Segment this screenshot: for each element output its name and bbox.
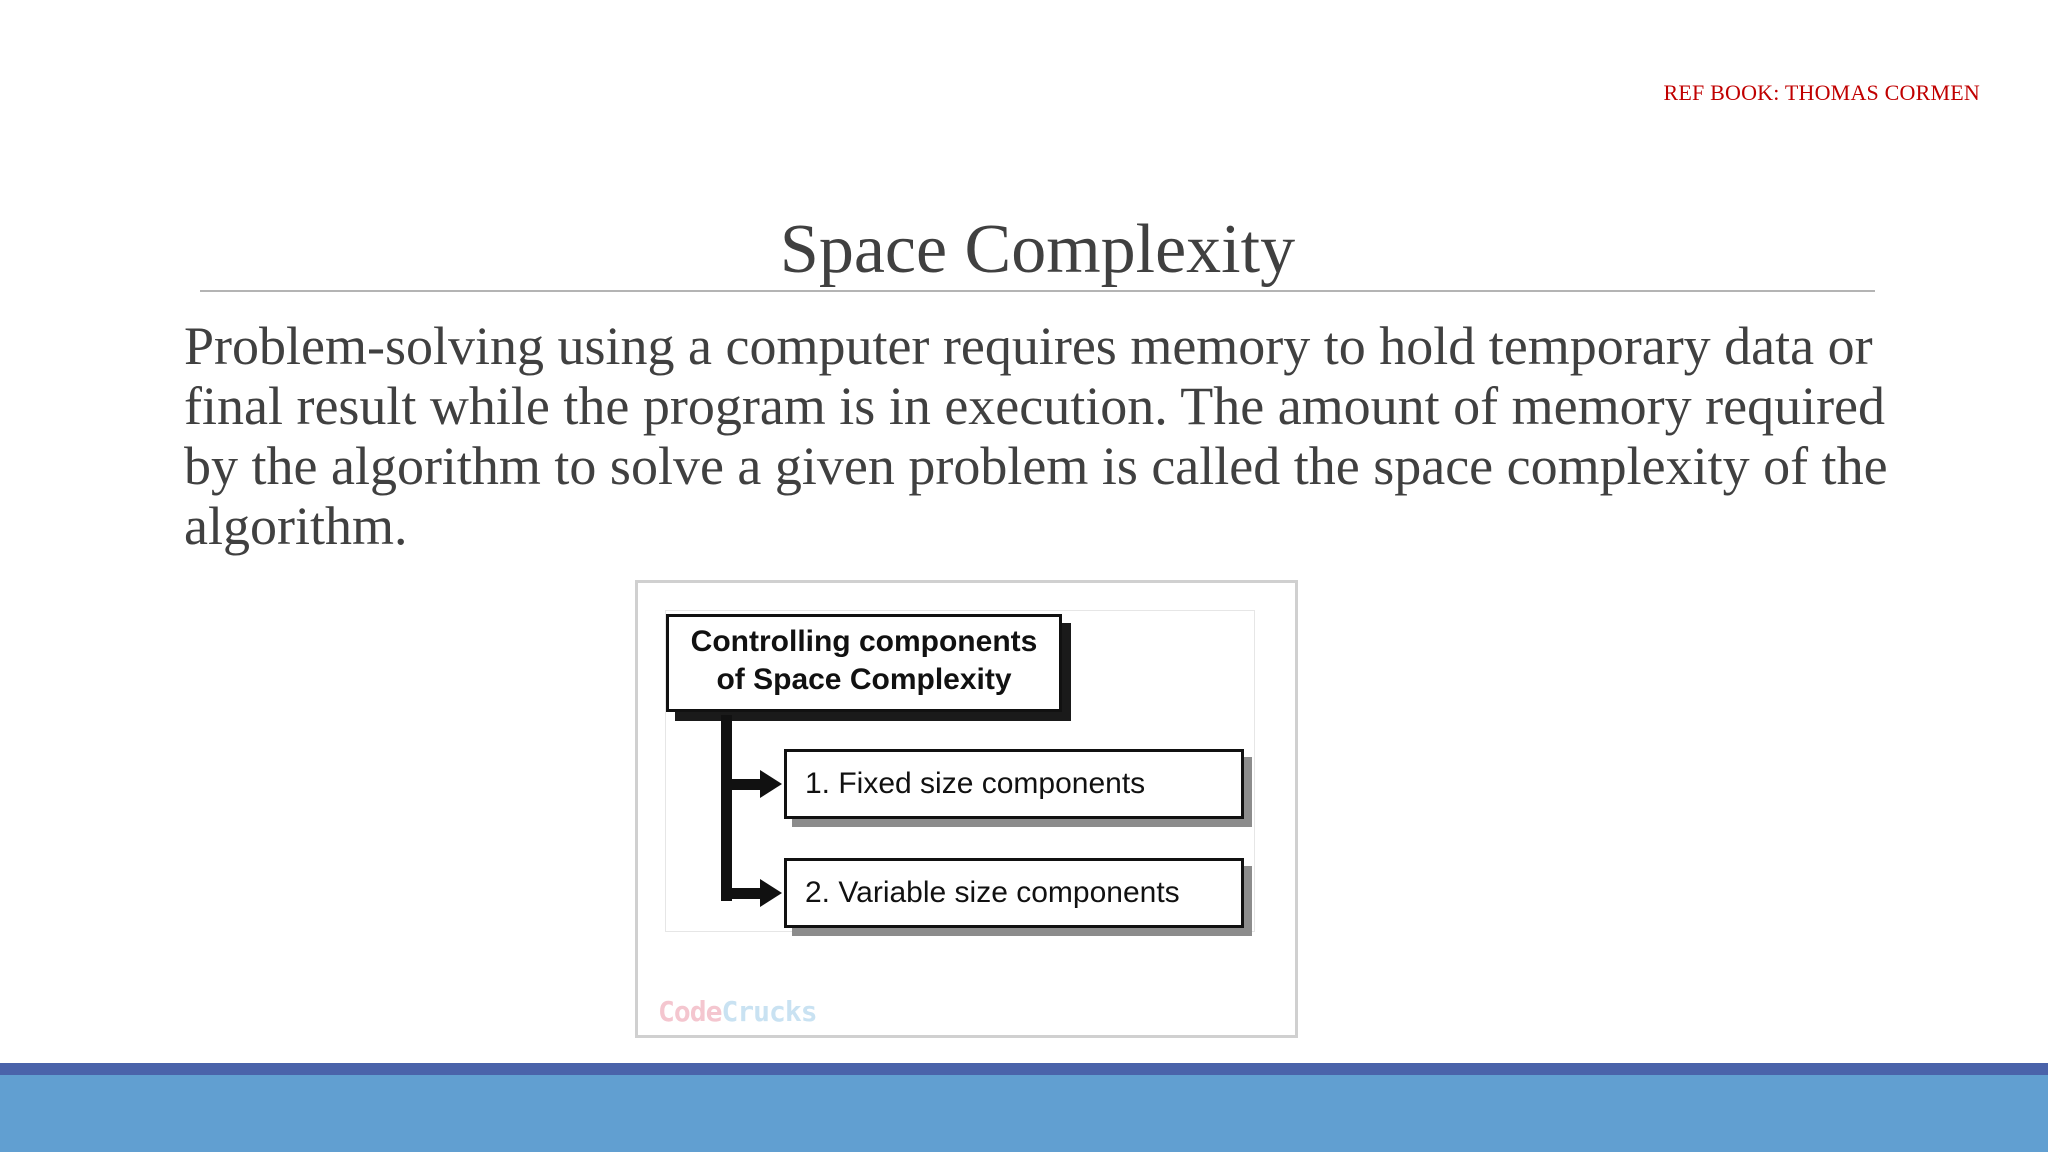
arrow-right-icon — [760, 770, 782, 798]
space-complexity-diagram — [635, 580, 1298, 1038]
footer-accent-bar — [0, 1063, 2048, 1075]
root-label-line-1: Controlling components — [690, 625, 1038, 658]
diagram-item-fixed: 1. Fixed size components — [784, 749, 1244, 819]
watermark-part-crucks: Crucks — [721, 995, 817, 1028]
diagram-item-variable: 2. Variable size components — [784, 858, 1244, 928]
root-label-line-2: of Space Complexity — [716, 663, 1012, 696]
slide-title: Space Complexity — [779, 211, 1296, 288]
connector-trunk — [721, 715, 732, 901]
watermark-part-code: Code — [658, 995, 722, 1028]
connector-branch-2 — [721, 888, 763, 899]
connector-branch-1 — [721, 779, 763, 790]
arrow-right-icon — [760, 879, 782, 907]
diagram-root-box — [666, 614, 1062, 712]
slide-body-text: Problem-solving using a computer requires memory to hold temporary data or final result while the program is in execution. The amount of memory required by the algorithm to solve a given problem is called the space complexity of the algorithm. — [184, 316, 1888, 556]
reference-note: REF BOOK: THOMAS CORMEN — [1663, 80, 1980, 105]
title-divider — [200, 290, 1875, 292]
footer-bar — [0, 1075, 2048, 1152]
watermark-logo — [658, 995, 817, 1028]
